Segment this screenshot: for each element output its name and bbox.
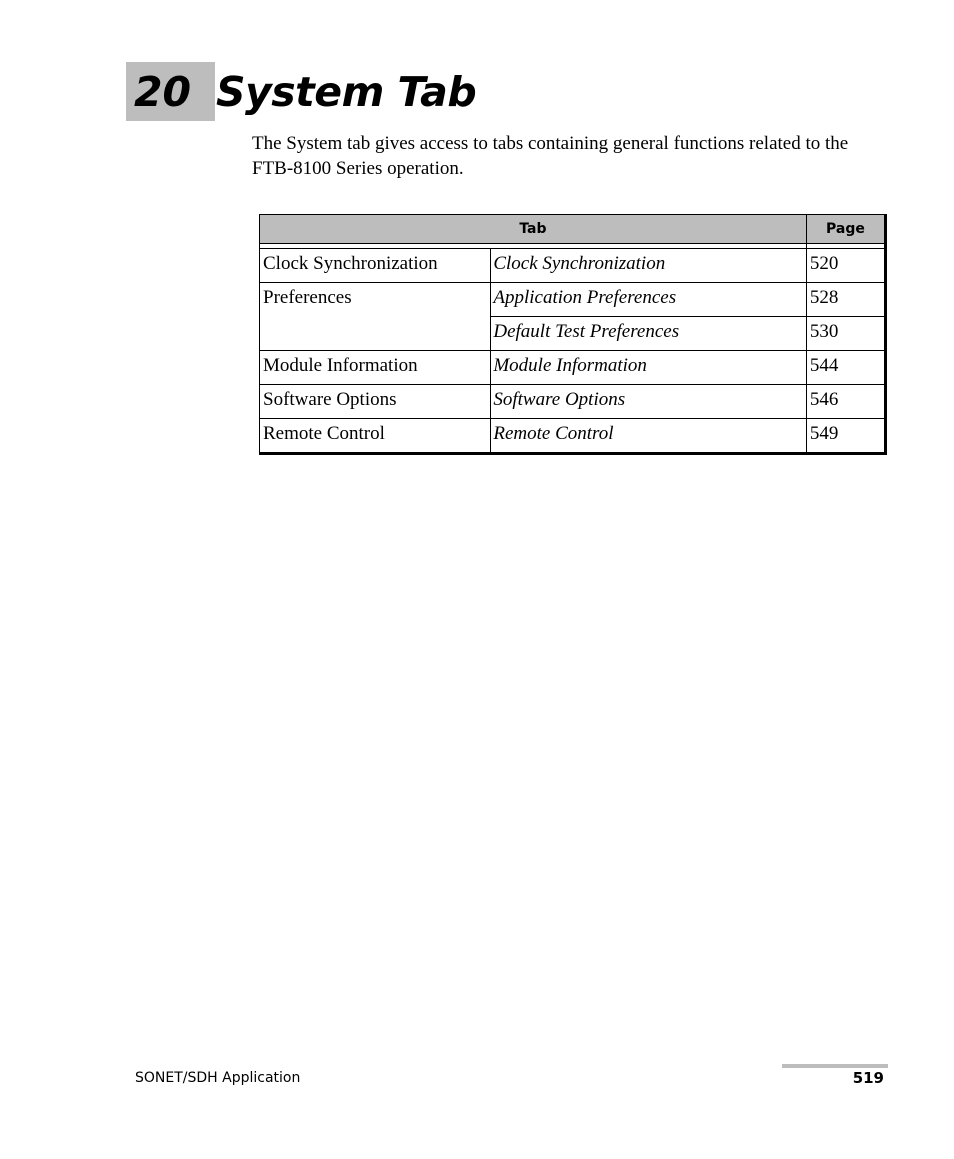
header-tab: Tab: [260, 215, 807, 244]
tab-link-cell[interactable]: Clock Synchronization: [491, 249, 807, 283]
tab-link-cell[interactable]: Application Preferences: [491, 283, 807, 317]
tab-link-cell[interactable]: Default Test Preferences: [491, 317, 807, 351]
chapter-title: System Tab: [216, 68, 477, 116]
tab-name-cell: Software Options: [260, 385, 491, 419]
page-cell: 549: [806, 419, 885, 454]
tab-name-cell: Remote Control: [260, 419, 491, 454]
system-tabs-table: [259, 214, 887, 455]
table-row: [260, 385, 886, 419]
table-row: [260, 351, 886, 385]
intro-paragraph: The System tab gives access to tabs containing general functions related to the FTB-8100 Series operation.: [252, 133, 849, 179]
page-cell: 546: [806, 385, 885, 419]
page-cell: 528: [806, 283, 885, 317]
chapter-number: 20: [134, 68, 192, 116]
page-cell: 520: [806, 249, 885, 283]
table-header-row: [260, 215, 886, 244]
tab-link-cell[interactable]: Module Information: [491, 351, 807, 385]
header-page: Page: [806, 215, 885, 244]
page-cell: 530: [806, 317, 885, 351]
footer-rule: [782, 1064, 888, 1068]
footer-page-number: 519: [852, 1069, 884, 1087]
tab-name-cell: Clock Synchronization: [260, 249, 491, 283]
footer-document-title: SONET/SDH Application: [135, 1070, 301, 1086]
table-row: [260, 283, 886, 317]
tab-name-cell: Preferences: [260, 283, 491, 351]
tab-link-cell[interactable]: Remote Control: [491, 419, 807, 454]
page-cell: 544: [806, 351, 885, 385]
tab-link-cell[interactable]: Software Options: [491, 385, 807, 419]
tab-name-cell: Module Information: [260, 351, 491, 385]
table-row: [260, 419, 886, 454]
table-row: [260, 249, 886, 283]
